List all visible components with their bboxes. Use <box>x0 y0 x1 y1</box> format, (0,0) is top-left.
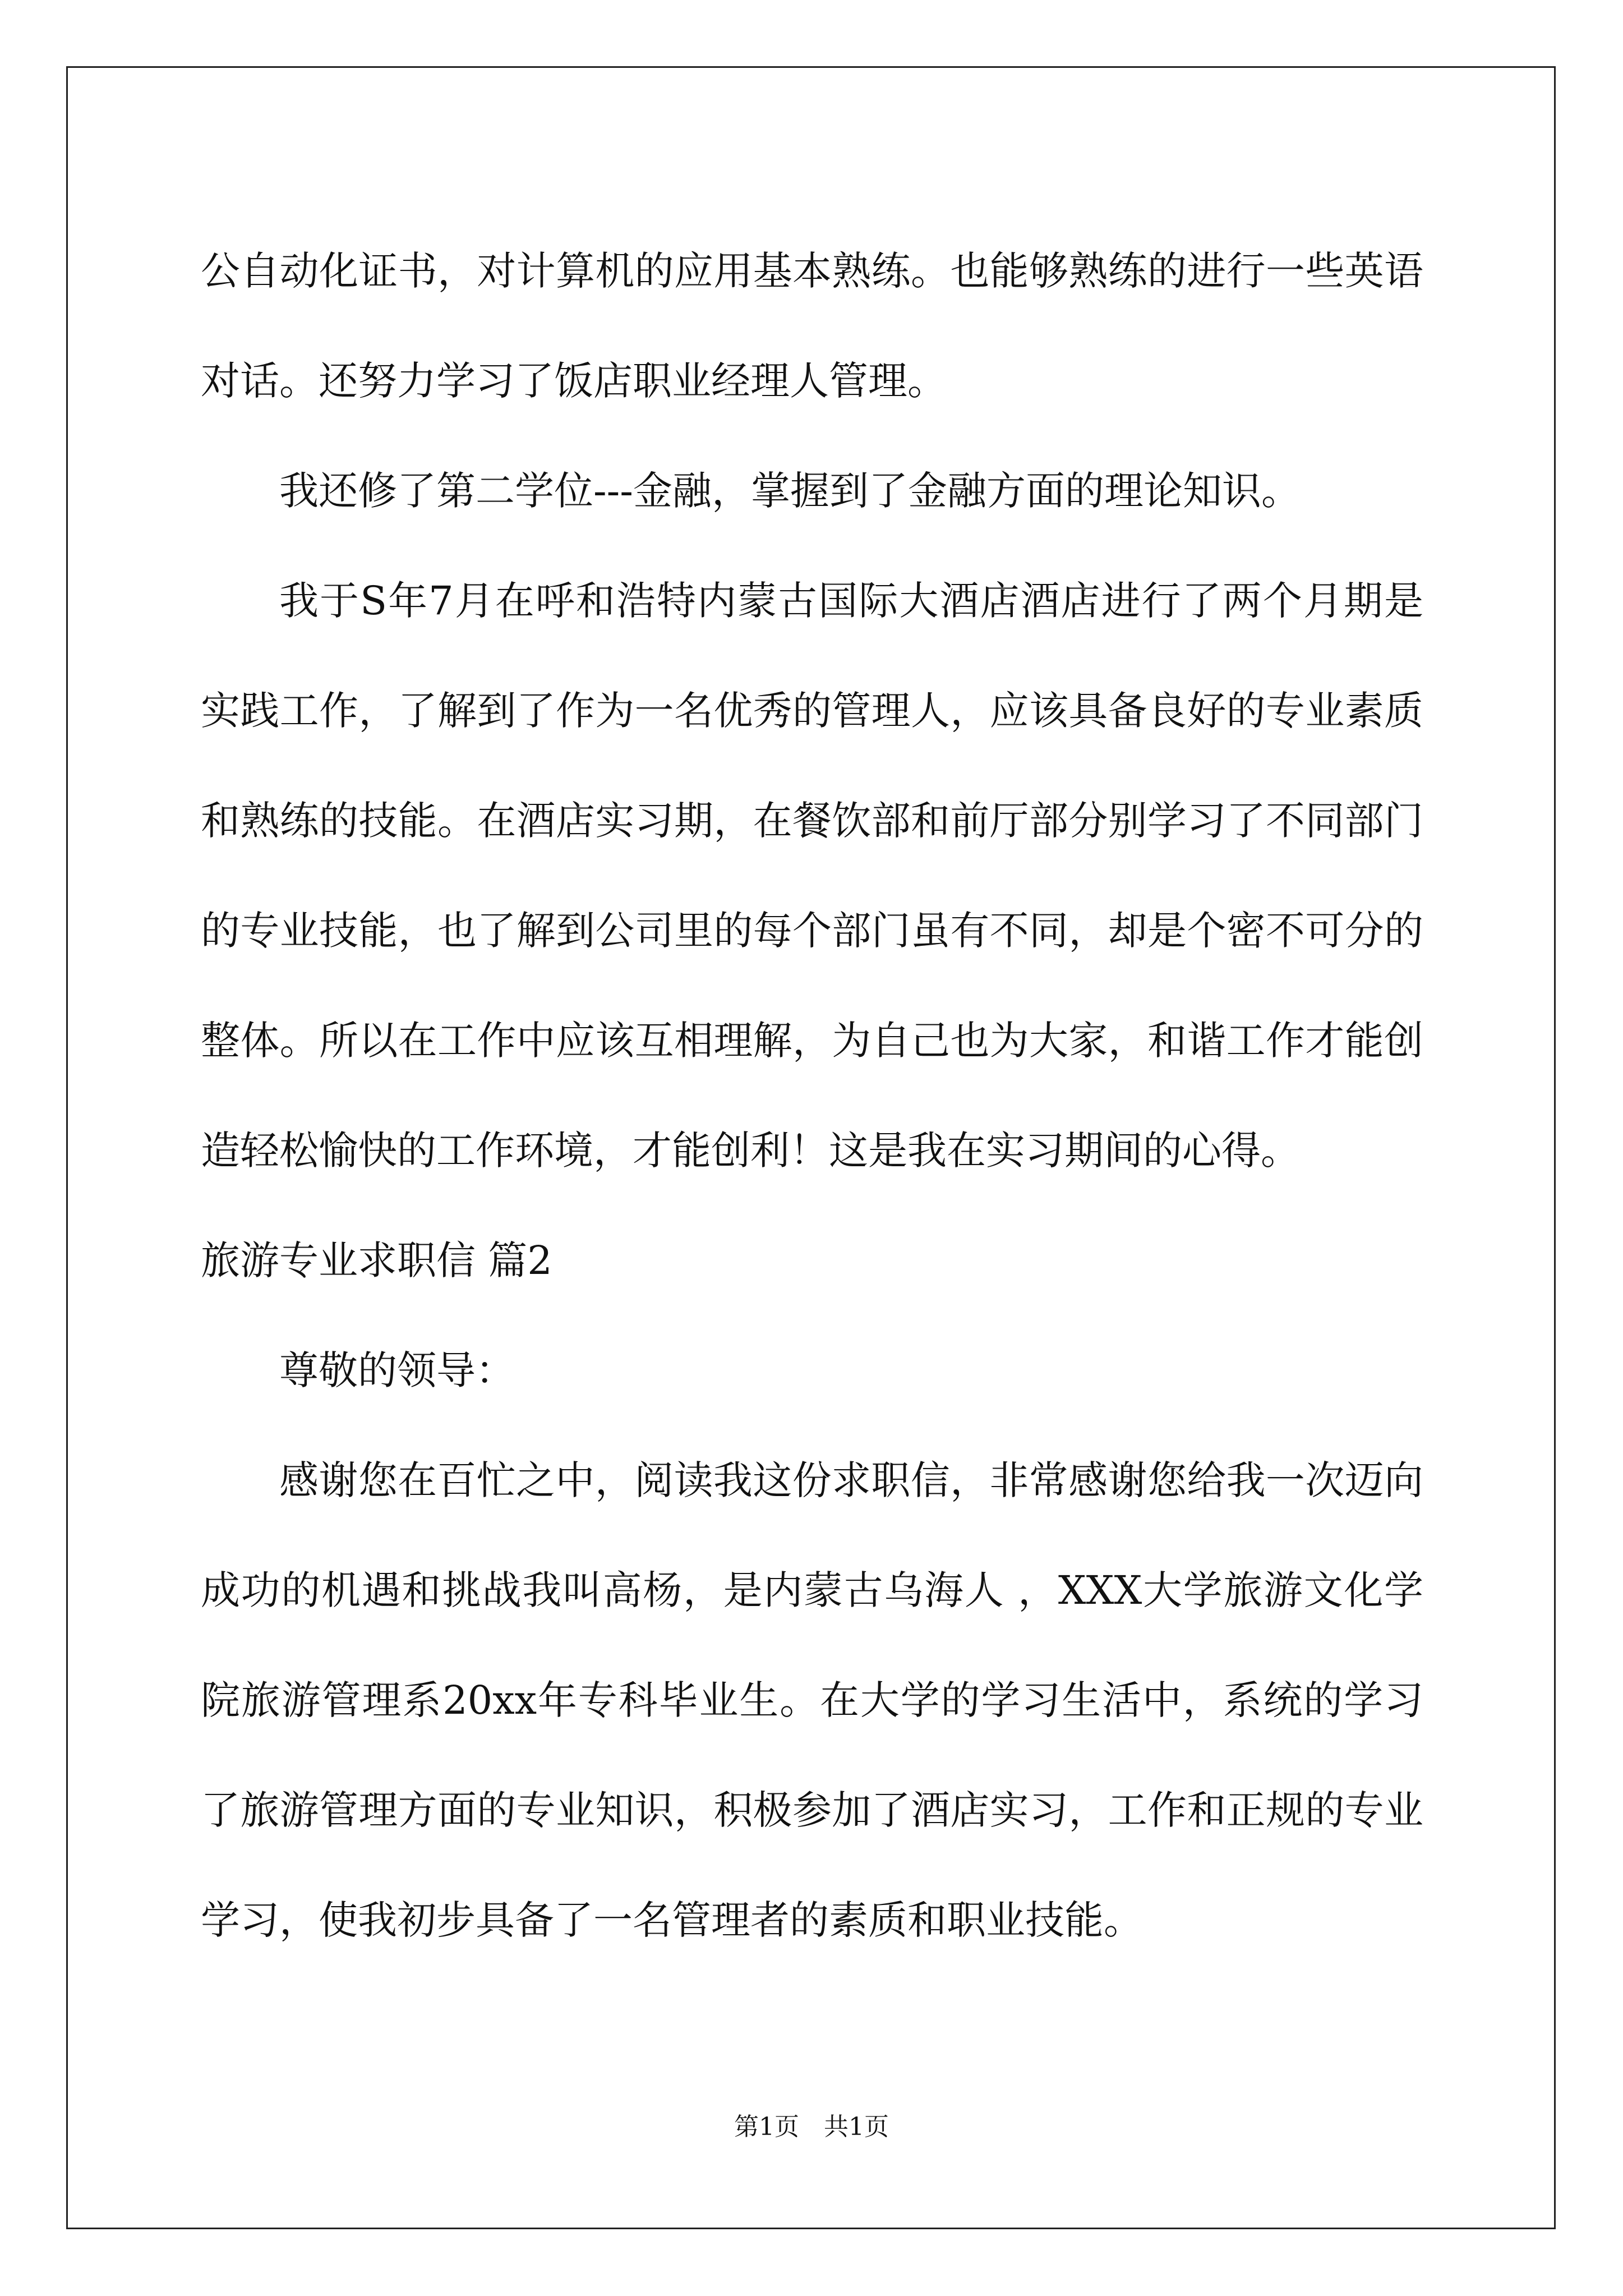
section-heading: 旅游专业求职信 篇2 <box>201 1237 552 1283</box>
document-body <box>201 216 1423 1975</box>
page-footer: 第1页 共1页 <box>734 2113 889 2141</box>
paragraph-office-skills: 公自动化证书，对计算机的应用基本熟练。也能够熟练的进行一些英语对话。还努力学习了饭店职业经理人管理。 <box>201 248 1423 404</box>
paragraph-introduction: 感谢您在百忙之中，阅读我这份求职信，非常感谢您给我一次迈向成功的机遇和挑战我叫高杨，是内蒙古乌海人 ，XXX大学旅游文化学院旅游管理系20xx年专科毕业生。在大学的学习生活中，系统的学习了旅游管理方面的专业知识，积极参加了酒店实习，工作和正规的专业学习，使我初步具备了一名管理者的素质和职业技能。 <box>201 1457 1423 1943</box>
paragraph-internship: 我于S年7月在呼和浩特内蒙古国际大酒店酒店进行了两个月期是实践工作，了解到了作为一名优秀的管理人，应该具备良好的专业素质和熟练的技能。在酒店实习期，在餐饮部和前厅部分别学习了不同部门的专业技能，也了解到公司里的每个部门虽有不同，却是个密不可分的整体。所以在工作中应该互相理解，为自己也为大家，和谐工作才能创造轻松愉快的工作环境，才能创利！这是我在实习期间的心得。 <box>201 578 1423 1174</box>
salutation: 尊敬的领导： <box>279 1347 515 1393</box>
paragraph-second-degree: 我还修了第二学位---金融，掌握到了金融方面的理论知识。 <box>279 468 1301 514</box>
